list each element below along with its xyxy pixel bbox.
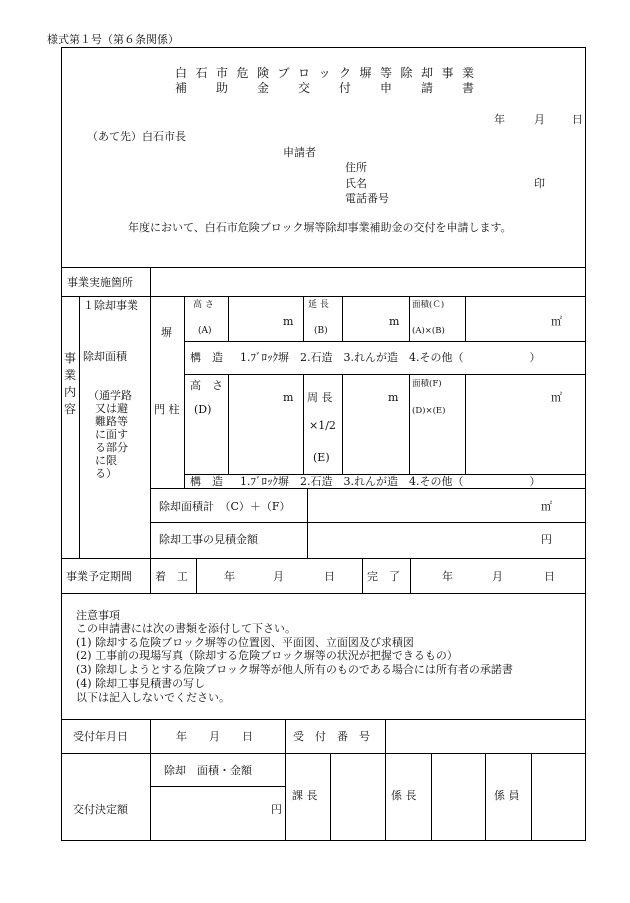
title-char: 危: [236, 66, 249, 80]
wall-area-input[interactable]: [466, 297, 585, 340]
wall-height-code: (A): [198, 326, 212, 336]
date-day: 日: [572, 113, 583, 126]
gatepost-label: 門 柱: [154, 403, 180, 416]
gatepost-height-unit: m: [283, 391, 294, 404]
estimate-input[interactable]: [308, 523, 585, 557]
content-label-char: 事: [64, 351, 77, 365]
gatepost-area-label: 面積(F): [412, 379, 442, 389]
schedule-end-label: 完 了: [367, 570, 400, 583]
location-input[interactable]: [151, 268, 585, 296]
applicant-phone-label: 電話番号: [345, 192, 389, 205]
title-char: 金: [257, 81, 270, 95]
received-number-label: 受 付 番 号: [293, 730, 370, 743]
end-year: 年: [442, 570, 453, 583]
title-char: 交: [298, 81, 311, 95]
wall-label: 塀: [161, 326, 172, 339]
end-month: 月: [492, 570, 503, 583]
title-char: 書: [462, 81, 475, 95]
wall-structure-options: 1.ﾌﾞﾛｯｸ塀 2.石造 3.れんが造 4.その他（ ）: [240, 351, 541, 364]
gatepost-height-code: (D): [194, 403, 212, 416]
date-year: 年: [494, 113, 505, 126]
notes-footer: 以下は記入しないでください。: [76, 691, 230, 704]
title-char: 石: [195, 66, 208, 80]
gatepost-perimeter-factor: ×1/2: [309, 419, 336, 432]
title-char: 険: [257, 66, 270, 80]
title-char: 市: [216, 66, 229, 80]
schedule-label: 事業予定期間: [66, 570, 132, 583]
title-char: ク: [339, 66, 352, 80]
content-label-char: 容: [64, 402, 77, 416]
title-char: 却: [421, 66, 434, 80]
scope-note-line: に面す: [95, 428, 128, 441]
scope-note-line: 難路等: [95, 415, 128, 428]
scope-note-line: 又は避: [95, 402, 128, 415]
gatepost-area-formula: (D)×(E): [412, 406, 446, 416]
request-statement: 年度において、白石市危険ブロック塀等除却事業補助金の交付を申請します。: [128, 221, 512, 234]
title-char: 申: [380, 81, 393, 95]
content-label-char: 内: [64, 385, 77, 399]
gatepost-perimeter-label: 周 長: [307, 391, 333, 404]
date-month: 月: [534, 113, 545, 126]
gatepost-structure-options: 1.ﾌﾞﾛｯｸ塀 2.石造 3.れんが造 4.その他（ ）: [240, 475, 541, 488]
end-day: 日: [544, 570, 555, 583]
start-year: 年: [224, 570, 235, 583]
applicant-label: 申請者: [283, 146, 316, 159]
received-date-label: 受付年月日: [73, 730, 128, 743]
gatepost-area-unit: ㎡: [551, 391, 562, 404]
form-number: 様式第１号（第６条関係）: [47, 33, 179, 46]
total-area-unit: ㎡: [541, 500, 552, 513]
title-char: 助: [216, 81, 229, 95]
title-char: 白: [175, 66, 188, 80]
title-char: 除: [400, 66, 413, 80]
start-day: 日: [324, 570, 335, 583]
scope-note-line: る）: [95, 467, 117, 480]
notes-intro: この申請書には次の書類を添付して下さい。: [76, 622, 296, 635]
location-label: 事業実施箇所: [67, 276, 133, 289]
gatepost-height-label: 高 さ: [190, 379, 223, 392]
title-char: 等: [380, 66, 393, 80]
scope-note-line: （通学路: [88, 389, 132, 402]
staff-label: 係 員: [494, 789, 520, 802]
title-char: 請: [421, 81, 434, 95]
title-char: 塀: [359, 66, 372, 80]
title-char: 補: [175, 81, 188, 95]
removal-project-label: １除却事業: [83, 299, 138, 312]
notes-item-2: (2) 工事前の現場写真（除却する危険ブロック塀等の状況が把握できるもの）: [76, 649, 458, 662]
wall-height-label: 高 さ: [193, 300, 214, 310]
gatepost-structure-label: 構 造: [190, 475, 223, 488]
title-char: 付: [339, 81, 352, 95]
scope-note-line: に限: [95, 454, 117, 467]
title-char: 業: [462, 66, 475, 80]
removal-area-label: 除却面積: [83, 350, 127, 363]
estimate-label: 除却工事の見積金額: [159, 533, 258, 546]
title-char: ッ: [318, 66, 331, 80]
notes-item-1: (1) 除却する危険ブロック塀等の位置図、平面図、立面図及び求積図: [76, 636, 414, 649]
notes-item-4: (4) 除却工事見積書の写し: [76, 677, 206, 690]
wall-area-label: 面積(Ｃ): [412, 300, 445, 310]
notes-item-3: (3) 除却しようとする危険ブロック塀等が他人所有のものである場合には所有者の承諾書: [76, 663, 513, 676]
wall-structure-label: 構 造: [190, 351, 223, 364]
content-label-char: 業: [64, 368, 77, 382]
decision-amount-unit: 円: [271, 803, 282, 816]
subsection-chief-label: 係 長: [391, 789, 417, 802]
wall-area-formula: (A)×(B): [412, 326, 445, 336]
schedule-start-label: 着 工: [155, 570, 188, 583]
wall-area-unit: ㎡: [551, 315, 562, 328]
gatepost-area-input[interactable]: [466, 375, 585, 473]
wall-length-code: (B): [314, 326, 328, 336]
gatepost-perimeter-unit: m: [388, 391, 399, 404]
title-char: 事: [441, 66, 454, 80]
seal-mark: 印: [534, 177, 545, 190]
title-char: ロ: [298, 66, 311, 80]
total-area-input[interactable]: [308, 489, 585, 521]
applicant-name-label: 氏名: [345, 177, 367, 190]
scope-note-line: る部分: [95, 441, 128, 454]
wall-length-input[interactable]: [343, 297, 408, 340]
wall-length-unit: m: [389, 315, 400, 328]
decision-amount-label: 交付決定額: [73, 803, 128, 816]
gatepost-height-input[interactable]: [229, 375, 302, 473]
gatepost-perimeter-input[interactable]: [343, 375, 408, 473]
notes-heading: 注意事項: [76, 609, 120, 622]
estimate-unit: 円: [541, 533, 552, 546]
wall-height-input[interactable]: [229, 297, 302, 340]
received-date: 年 月 日: [176, 730, 253, 743]
addressee: （あて先）白石市長: [87, 130, 186, 143]
total-area-label: 除却面積計 （C）＋（F）: [159, 500, 291, 513]
title-char: ブ: [277, 66, 290, 80]
applicant-address-label: 住所: [345, 161, 367, 174]
section-chief-label: 課 長: [292, 789, 318, 802]
area-amount-label: 除却 面積・金額: [164, 764, 252, 777]
gatepost-perimeter-code: (E): [313, 451, 330, 464]
wall-height-unit: m: [283, 315, 294, 328]
start-month: 月: [273, 570, 284, 583]
wall-length-label: 延 長: [308, 300, 329, 310]
